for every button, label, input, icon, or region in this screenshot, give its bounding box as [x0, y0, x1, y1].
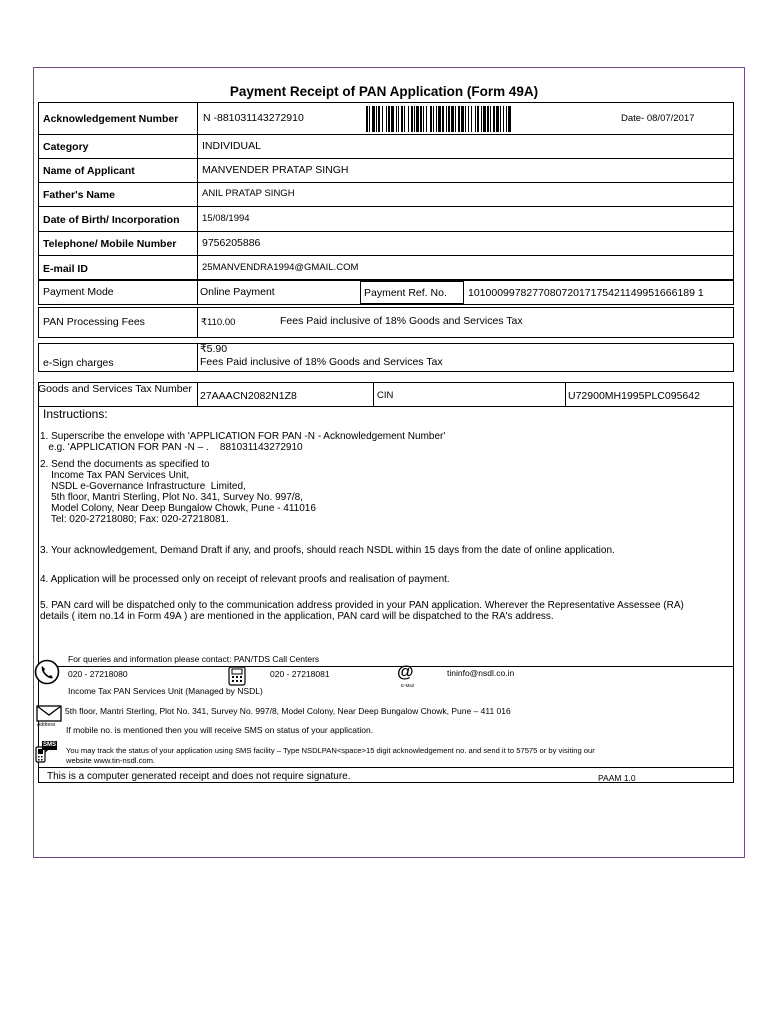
dob-value: 15/08/1994 [202, 213, 250, 224]
pay-mode-value: Online Payment [200, 286, 275, 298]
fees-label: PAN Processing Fees [43, 316, 145, 328]
instruction-5-line-1: 5. PAN card will be dispatched only to the communication address provided in your PAN application. Wherever the Representative Assessee (RA) [40, 600, 684, 611]
esign-value: ₹5.90 [200, 343, 228, 355]
track-line-1: You may track the status of your application using SMS facility – Type NSDLPAN<space>15 digit acknowledgement no. and send it to 57575 or by visiting our [66, 746, 595, 755]
track-line-2: website www.tin-nsdl.com. [66, 756, 156, 765]
instruction-5-line-2: details ( item no.14 in Form 49A ) are mentioned in the application, PAN card will be dispatched to the RA's address. [40, 611, 554, 622]
ack-value: N -881031143272910 [203, 112, 304, 124]
pay-ref-value: 101000997827708072017175421149951666189 1 [468, 287, 704, 299]
email-at-icon: @ [397, 662, 414, 681]
name-label: Name of Applicant [43, 165, 135, 177]
instruction-2-line-2: Income Tax PAN Services Unit, [40, 470, 190, 481]
instruction-3: 3. Your acknowledgement, Demand Draft if any, and proofs, should reach NSDL within 15 days from the date of online application. [40, 545, 615, 556]
receipt-date: Date- 08/07/2017 [621, 113, 695, 124]
footer-note: This is a computer generated receipt and does not require signature. [47, 771, 351, 782]
instruction-2-line-1: 2. Send the documents as specified to [40, 459, 210, 470]
footer-code: PAAM 1.0 [598, 773, 636, 783]
phone-icon [34, 659, 60, 685]
fees-value: ₹110.00 [201, 317, 236, 328]
envelope-icon [36, 705, 62, 722]
fees-note: Fees Paid inclusive of 18% Goods and Services Tax [280, 315, 523, 327]
dob-label: Date of Birth/ Incorporation [43, 214, 180, 226]
receipt-title: Payment Receipt of PAN Application (Form 49A) [229, 84, 539, 99]
instruction-4: 4. Application will be processed only on receipt of relevant proofs and realisation of payment. [40, 574, 450, 585]
barcode-image [366, 106, 566, 132]
instruction-1-line-2: e.g. 'APPLICATION FOR PAN -N – . 881031143272910 [40, 442, 303, 453]
contact-queries: For queries and information please contact: PAN/TDS Call Centers [68, 654, 320, 664]
instruction-1-line-1: 1. Superscribe the envelope with 'APPLICATION FOR PAN -N - Acknowledgement Number' [40, 431, 446, 442]
ack-label: Acknowledgement Number [43, 113, 179, 125]
address-caption: Address [37, 722, 56, 728]
email-label: E-mail ID [43, 263, 88, 275]
instruction-2-line-5: Model Colony, Near Deep Bungalow Chowk, Pune - 411016 [40, 503, 316, 514]
contact-phone: 020 - 27218080 [68, 669, 128, 679]
email-caption: E-Mail [401, 683, 414, 688]
father-value: ANIL PRATAP SINGH [202, 188, 295, 199]
instructions-heading: Instructions: [43, 407, 108, 421]
contact-fax: 020 - 27218081 [270, 669, 330, 679]
category-label: Category [43, 141, 89, 153]
cin-value: U72900MH1995PLC095642 [568, 390, 700, 402]
contact-unit: Income Tax PAN Services Unit (Managed by NSDL) [68, 686, 263, 696]
contact-address: 5th floor, Mantri Sterling, Plot No. 341, Survey No. 997/8, Model Colony, Near Deep Bungalow Chowk, Pune – 411 016 [65, 706, 511, 716]
pay-mode-label: Payment Mode [43, 286, 114, 298]
cin-label: CIN [377, 390, 394, 401]
sms-note: If mobile no. is mentioned then you will receive SMS on status of your application. [66, 725, 374, 735]
contact-email: tininfo@nsdl.co.in [447, 668, 515, 678]
sms-caption: SMS [43, 742, 57, 748]
instruction-2-line-4: 5th floor, Mantri Sterling, Plot No. 341, Survey No. 997/8, [40, 492, 303, 503]
gst-label: Goods and Services Tax Number [38, 383, 192, 395]
esign-label: e-Sign charges [43, 357, 114, 369]
phone-label: Telephone/ Mobile Number [43, 238, 177, 250]
instruction-2-line-3: NSDL e-Governance Infrastructure Limited, [40, 481, 246, 492]
instruction-2-line-6: Tel: 020-27218080; Fax: 020-27218081. [40, 514, 229, 525]
pay-ref-label: Payment Ref. No. [364, 287, 447, 299]
fax-icon [228, 666, 246, 686]
esign-note: Fees Paid inclusive of 18% Goods and Services Tax [200, 356, 443, 368]
email-value: 25MANVENDRA1994@GMAIL.COM [202, 262, 359, 273]
phone-value: 9756205886 [202, 237, 261, 249]
father-label: Father's Name [43, 189, 115, 201]
category-value: INDIVIDUAL [202, 140, 261, 152]
gst-value: 27AAACN2082N1Z8 [200, 390, 297, 402]
name-value: MANVENDER PRATAP SINGH [202, 164, 349, 176]
